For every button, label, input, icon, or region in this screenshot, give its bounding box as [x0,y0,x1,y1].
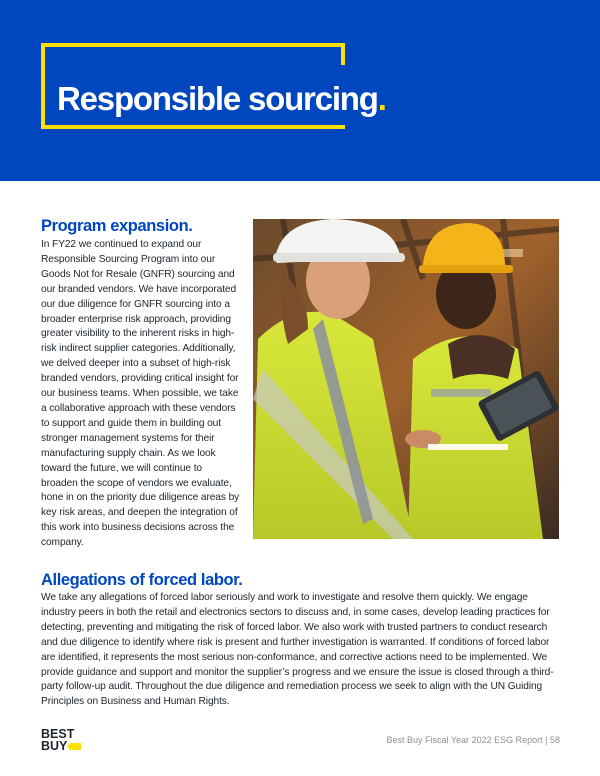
workers-photo [253,219,559,539]
footer-separator: | [545,735,548,745]
page-title: Responsible sourcing. [57,80,386,117]
logo-tag-icon [67,743,81,750]
section-heading-allegations: Allegations of forced labor. [41,571,243,589]
logo-line2: BUY [41,739,68,753]
section-body-allegations: We take any allegations of forced labor seriously and work to investigate and resolve them quickly. We engage industry peers in both the retail and electronics sectors to discuss and, in some cases, develop leading practices for detecting, preventing and mitigating the risk of forced labor. We also work with trusted partners to conduct research and due diligence to identify where risk is present and further investigation is warranted. If conditions of forced labor are identified, it represents the most serious non-conformance, and corrective actions need to be implemented. We provide guidance and support and monitor the supplier’s progress and we ensure the issue is closed through a third-party follow-up audit. Throughout the due diligence and remediation process we seek to align with the UN Guiding Principles on Business and Human Rights. [41,592,554,708]
section-body-program: In FY22 we continued to expand our Responsible Sourcing Program into our Goods Not for Resale (GNFR) sourcing and our branded vendors. We have incorporated our due diligence for GNFR sourcing into a broader enterprise risk approach, providing greater visibility to the inherent risks in high-risk indirect supplier categories. Additionally, we delved deeper into a subset of high-risk branded vendors, providing critical insight for our business teams. When possible, we take a collaborative approach with these vendors to support and guide them in building out stronger management systems for their manufacturing supply chain. As we look toward the future, we will continue to broaden the scope of vendors we evaluate, hone in on the priority due diligence areas by key risk areas, and deepen the integration of this work into business decisions across the company. [41,239,240,549]
footer-report-label [387,735,560,745]
section-heading-program: Program expansion. [41,217,193,235]
footer-report-title: Best Buy Fiscal Year 2022 ESG Report [386,735,543,745]
title-dot: . [377,80,386,117]
page-number: 58 [549,735,560,745]
logo-line1: BEST [41,727,75,741]
best-buy-logo [41,727,83,753]
